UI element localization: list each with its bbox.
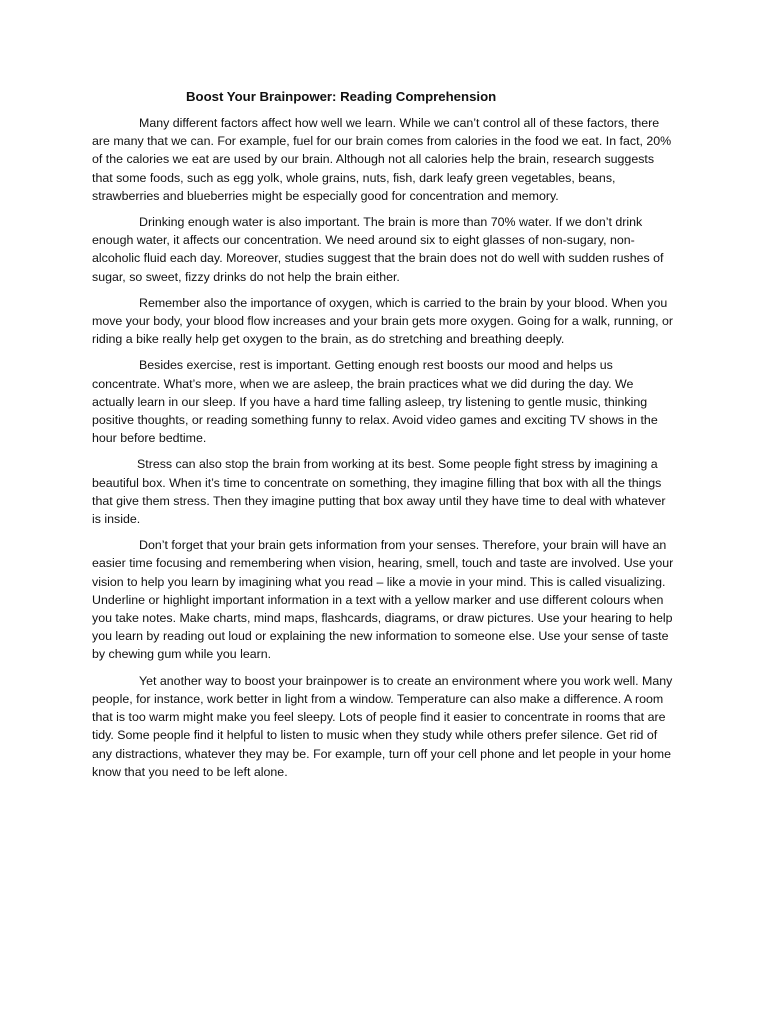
paragraph-water: Drinking enough water is also important. The brain is more than 70% water. If we don’t drink enough water, it affects our concentration. We need around six to eight glasses of non-sugary, non-alcoholic fluid each day. Moreover, studies suggest that the brain does not do well with sudden rushes of sugar, so sweet, fizzy drinks do not help the brain either.: [92, 215, 664, 284]
paragraph-environment: Yet another way to boost your brainpower is to create an environment where you work well. Many people, for instance, work better in light from a window. Temperature can also make a difference. A room that is too warm might make you feel sleepy. Lots of people find it easier to concentrate in rooms that are tidy. Some people find it helpful to listen to music when they study while others prefer silence. Get rid of any distractions, whatever they may be. For example, turn off your cell phone and let people in your home know that you need to be left alone.: [92, 673, 673, 779]
paragraph-stress: Stress can also stop the brain from working at its best. Some people fight stress by imagining a beautiful box. When it’s time to concentrate on something, they imagine filling that box with all the things that give them stress. Then they imagine putting that box away until they have time to deal with whatever is inside.: [92, 457, 666, 527]
paragraph-nutrition: Many different factors affect how well we learn. While we can’t control all of these factors, there are many that we can. For example, fuel for our brain comes from calories in the food we eat. In fact, 20% of the calories we eat are used by our brain. Although not all calories help the brain, research suggests that some foods, such as egg yolk, whole grains, nuts, fish, dark leafy green vegetables, beans, strawberries and blueberries might be especially good for concentration and memory.: [92, 116, 672, 203]
document-page: [92, 88, 677, 789]
document-title: Boost Your Brainpower: Reading Comprehension: [186, 89, 497, 104]
paragraph-rest: Besides exercise, rest is important. Getting enough rest boosts our mood and helps us concentrate. What’s more, when we are asleep, the brain practices what we did during the day. We actually learn in our sleep. If you have a hard time falling asleep, try listening to gentle music, thinking positive thoughts, or reading something funny to relax. Avoid video games and exciting TV shows in the hour before bedtime.: [92, 358, 658, 446]
paragraph-oxygen: Remember also the importance of oxygen, which is carried to the brain by your blood. When you move your body, your blood flow increases and your brain gets more oxygen. Going for a walk, running, or riding a bike really help get oxygen to the brain, as do stretching and breathing deeply.: [92, 295, 674, 347]
paragraph-senses: Don’t forget that your brain gets information from your senses. Therefore, your brain will have an easier time focusing and remembering when vision, hearing, smell, touch and taste are involved. Use your vision to help you learn by imagining what you read – like a movie in your mind. This is called visualizing. Underline or highlight important information in a text with a yellow marker and use different colours when you take notes. Make charts, mind maps, flashcards, diagrams, or draw pictures. Use your hearing to help you learn by reading out loud or explaining the new information to someone else. Use your sense of taste by chewing gum while you learn.: [92, 538, 674, 662]
